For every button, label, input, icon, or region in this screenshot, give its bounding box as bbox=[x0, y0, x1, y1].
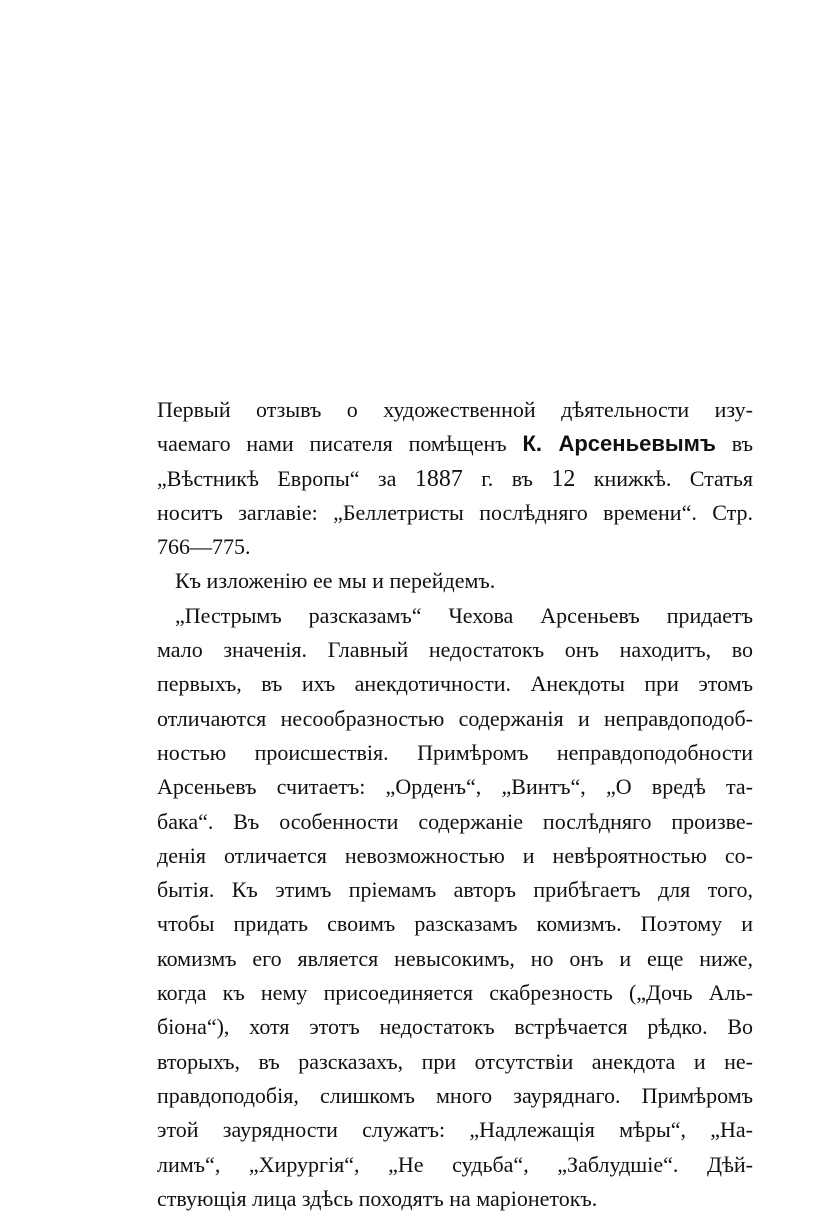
text-line: Первый отзывъ о художественной дѣятельности изу- bbox=[157, 397, 753, 422]
year: 1887 bbox=[414, 465, 463, 492]
text-line: вторыхъ, въ разсказахъ, при отсутствіи анекдота и не- bbox=[157, 1048, 753, 1074]
text-line: этой заурядности служатъ: „Надлежащія мѣры“, „На- bbox=[157, 1117, 753, 1143]
text-line: мало значенія. Главный недостатокъ онъ находитъ, во bbox=[157, 637, 753, 663]
text-line: Арсеньевъ считаетъ: „Орденъ“, „Винтъ“, „О вредѣ та- bbox=[157, 774, 753, 800]
paragraph-1 bbox=[157, 393, 753, 564]
text-line: „Вѣстникѣ Европы“ за 1887 г. въ 12 книжкѣ. Статья bbox=[157, 465, 753, 492]
text-line: первыхъ, въ ихъ анекдотичности. Анекдоты при этомъ bbox=[157, 671, 753, 697]
text-line: чаемаго нами писателя помѣщенъ К. Арсеньевымъ въ bbox=[157, 431, 753, 457]
author-name: К. Арсеньевымъ bbox=[522, 431, 716, 457]
text-line: чтобы придать своимъ разсказамъ комизмъ. Поэтому и bbox=[157, 911, 753, 937]
text-line: денія отличается невозможностью и невѣроятностью со- bbox=[157, 842, 753, 868]
issue-number: 12 bbox=[551, 465, 576, 492]
text-line: носитъ заглавіе: „Беллетристы послѣдняго времени“. Стр. bbox=[157, 499, 753, 525]
text-line: ностью происшествія. Примѣромъ неправдоподобности bbox=[157, 739, 753, 765]
text-line: бака“. Въ особенности содержаніе послѣдняго произве- bbox=[157, 808, 753, 834]
text-line: когда къ нему присоединяется скабрезность („Дочь Аль- bbox=[157, 980, 753, 1006]
text-line: лимъ“, „Хирургія“, „Не судьба“, „Заблудшіе“. Дѣй- bbox=[157, 1151, 753, 1177]
text-line: правдоподобія, слишкомъ много зауряднаго. Примѣромъ bbox=[157, 1082, 753, 1108]
text-line: отличаются несообразностью содержанія и неправдоподоб- bbox=[157, 705, 753, 731]
text-line: ствующія лица здѣсь походятъ на маріонетокъ. bbox=[157, 1185, 598, 1211]
text-line: „Пестрымъ разсказамъ“ Чехова Арсеньевъ придаетъ bbox=[175, 602, 753, 628]
text-line: комизмъ его является невысокимъ, но онъ и еще ниже, bbox=[157, 945, 753, 971]
text-line: бытія. Къ этимъ пріемамъ авторъ прибѣгаетъ для того, bbox=[157, 877, 753, 903]
body-text bbox=[157, 393, 753, 1216]
text-line: 766—775. bbox=[157, 534, 251, 560]
text-line: Къ изложенію ее мы и перейдемъ. bbox=[175, 568, 496, 594]
paragraph-3 bbox=[157, 599, 753, 1216]
paragraph-2 bbox=[157, 564, 753, 598]
text-line: біона“), хотя этотъ недостатокъ встрѣчается рѣдко. Во bbox=[157, 1014, 753, 1040]
